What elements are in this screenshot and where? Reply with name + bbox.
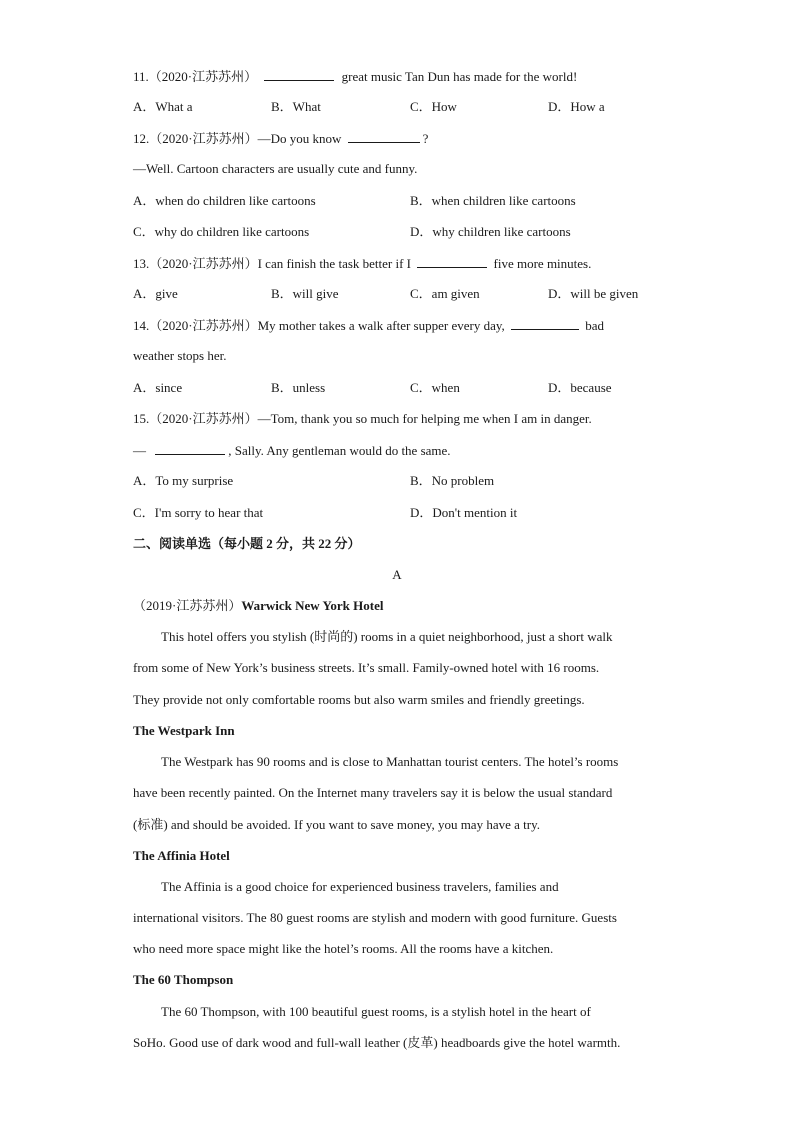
question-14 (133, 317, 604, 334)
passage-letter: A (392, 567, 402, 582)
option-a: A．give (133, 286, 178, 301)
question-text: great music Tan Dun has made for the world! (341, 69, 578, 84)
question-12-reply: —Well. Cartoon characters are usually cute and funny. (133, 161, 418, 176)
question-number: 13. (133, 256, 150, 271)
hotel-name: Warwick New York Hotel (241, 598, 384, 613)
answer-blank (155, 442, 225, 455)
question-text-end: five more minutes. (493, 256, 592, 271)
hotel-name: The Affinia Hotel (133, 848, 230, 863)
question-text-end: bad (585, 318, 605, 333)
question-13 (133, 255, 591, 272)
paragraph-line: (标准) and should be avoided. If you want to save money, you may have a try. (133, 817, 540, 832)
passage-source-line (133, 598, 383, 614)
option-a: A．when do children like cartoons (133, 193, 316, 208)
paragraph-line: The 60 Thompson, with 100 beautiful guest rooms, is a stylish hotel in the heart of (161, 1004, 591, 1019)
option-a: A．since (133, 380, 183, 395)
question-15 (133, 411, 592, 427)
question-source: （2020·江苏苏州） (149, 318, 258, 333)
question-text: My mother takes a walk after supper every day, (257, 318, 505, 333)
question-source: （2020·江苏苏州） (149, 411, 258, 426)
option-d: D．why children like cartoons (410, 224, 571, 239)
paragraph-line: SoHo. Good use of dark wood and full-wall leather (皮革) headboards give the hotel warmth. (133, 1035, 621, 1050)
answer-blank (264, 68, 334, 81)
paragraph-line: who need more space might like the hotel’s rooms. All the rooms have a kitchen. (133, 941, 554, 956)
option-c: C．am given (410, 286, 480, 301)
option-c: C．I'm sorry to hear that (133, 505, 264, 520)
question-11 (133, 68, 577, 85)
paragraph-line: They provide not only comfortable rooms but also warm smiles and friendly greetings. (133, 692, 585, 707)
option-a: A．To my surprise (133, 473, 234, 488)
question-text: —Do you know (257, 131, 342, 146)
question-text: —Tom, thank you so much for helping me when I am in danger. (257, 411, 592, 426)
option-b: B．when children like cartoons (410, 193, 576, 208)
question-source: （2020·江苏苏州） (149, 131, 258, 146)
paragraph-line: from some of New York’s business streets. It’s small. Family-owned hotel with 16 rooms. (133, 660, 600, 675)
section-heading: 二、阅读单选（每小题 2 分，共 22 分） (133, 536, 361, 551)
paragraph-line: The Westpark has 90 rooms and is close to Manhattan tourist centers. The hotel’s rooms (161, 754, 619, 769)
answer-blank (348, 130, 420, 143)
answer-blank (417, 255, 487, 268)
question-text-end: , Sally. Any gentleman would do the same. (228, 443, 451, 458)
question-number: 12. (133, 131, 150, 146)
option-a: A．What a (133, 99, 193, 114)
paragraph-line: international visitors. The 80 guest rooms are stylish and modern with good furniture. Guests (133, 910, 617, 925)
question-number: 14. (133, 318, 150, 333)
hotel-name: The 60 Thompson (133, 972, 234, 987)
question-source: （2020·江苏苏州） (148, 69, 258, 84)
option-b: B．unless (271, 380, 326, 395)
passage-source: （2019·江苏苏州） (133, 598, 242, 613)
question-text-end: ? (422, 131, 429, 146)
paragraph-line: This hotel offers you stylish (时尚的) rooms in a quiet neighborhood, just a short walk (161, 629, 613, 644)
option-d: D．because (548, 380, 612, 395)
option-b: B．No problem (410, 473, 495, 488)
option-d: D．will be given (548, 286, 639, 301)
question-number: 15. (133, 411, 150, 426)
option-c: C．How (410, 99, 457, 114)
question-number: 11. (133, 69, 149, 84)
question-source: （2020·江苏苏州） (149, 256, 258, 271)
option-d: D．Don't mention it (410, 505, 518, 520)
question-text: I can finish the task better if I (257, 256, 412, 271)
option-b: B．will give (271, 286, 339, 301)
option-c: C．when (410, 380, 460, 395)
option-c: C．why do children like cartoons (133, 224, 310, 239)
paragraph-line: have been recently painted. On the Internet many travelers say it is below the usual standard (133, 785, 613, 800)
paragraph-line: The Affinia is a good choice for experienced business travelers, families and (161, 879, 559, 894)
option-b: B．What (271, 99, 321, 114)
option-d: D．How a (548, 99, 605, 114)
dash: — (133, 443, 146, 458)
question-14-continuation: weather stops her. (133, 348, 227, 363)
answer-blank (511, 317, 579, 330)
hotel-name: The Westpark Inn (133, 723, 235, 738)
question-12 (133, 130, 428, 147)
question-15-reply (133, 442, 451, 459)
